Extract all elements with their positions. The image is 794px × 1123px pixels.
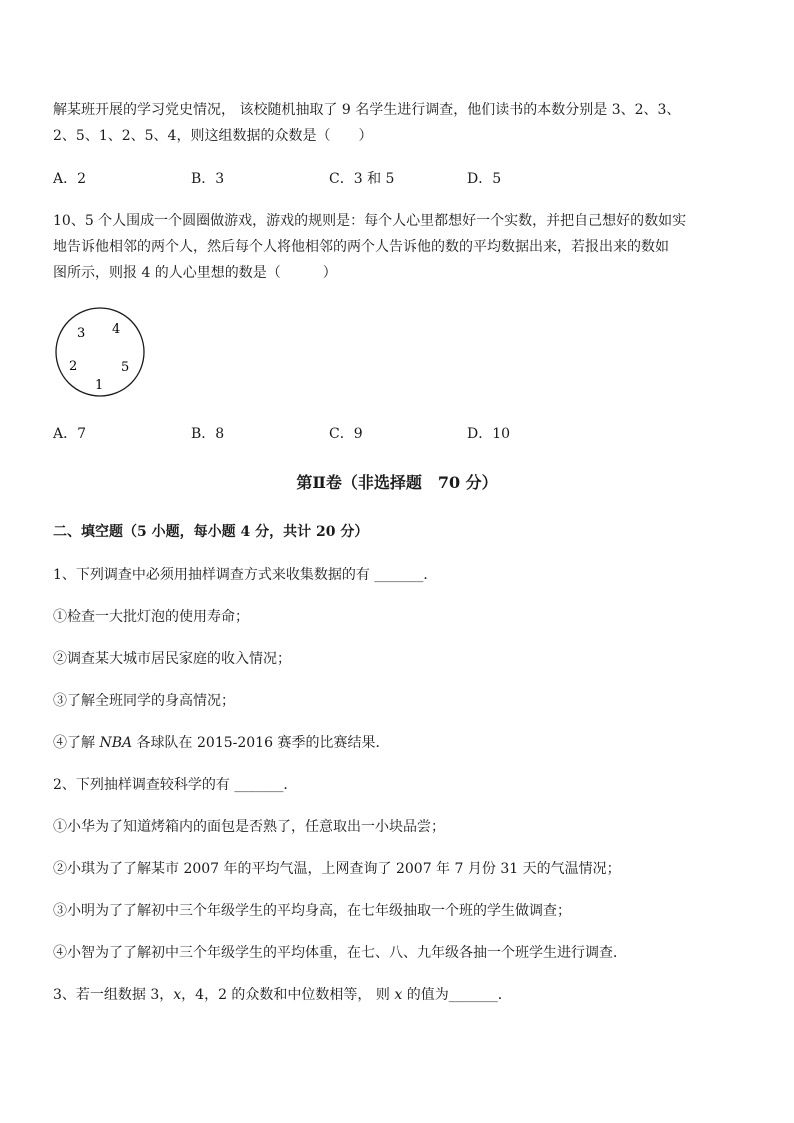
f1-item-4	[53, 733, 389, 753]
f2-stem: 2、下列抽样调查较科学的有 _______．	[53, 777, 298, 793]
q9-option-c[interactable]: C．3 和 5	[329, 171, 395, 187]
f3-post: 的值为_______．	[402, 987, 512, 1003]
q9-line-2: 2、5、1、2、5、4，则这组数据的众数是（ ）	[53, 128, 373, 144]
q10-line-2: 地告诉他相邻的两个人，然后每个人将他相邻的两个人告诉他的数的平均数据出来，若报出来的数如	[53, 239, 669, 255]
f1-item-4-abbr: NBA	[99, 735, 133, 751]
f1-stem: 1、下列调查中必须用抽样调查方式来收集数据的有 _______．	[53, 567, 438, 583]
f2-item-3: ③小明为了了解初中三个年级学生的平均身高，在七年级抽取一个班的学生做调查；	[53, 903, 571, 919]
q10-option-d[interactable]: D．10	[467, 426, 511, 442]
q9-line-1: 解某班开展的学习党史情况， 该校随机抽取了 9 名学生进行调查，他们读书的本数分别是 3、2、3、	[53, 102, 681, 118]
f3-var2: x	[394, 987, 403, 1003]
q9-option-d[interactable]: D．5	[467, 171, 502, 187]
f1-item-4-pre: ④了解	[53, 735, 100, 751]
q10-option-c[interactable]: C．9	[329, 426, 363, 442]
f2-item-4: ④小智为了了解初中三个年级学生的平均体重，在七、八、九年级各抽一个班学生进行调查．	[53, 945, 627, 961]
f1-item-2: ②调查某大城市居民家庭的收入情况；	[53, 651, 291, 667]
f3-pre: 3、若一组数据 3，	[53, 987, 174, 1003]
section-heading: 二、填空题（5 小题，每小题 4 分，共计 20 分）	[53, 524, 369, 540]
section-title: 第Ⅱ卷（非选择题 70 分）	[296, 473, 498, 492]
f3-var: x	[173, 987, 182, 1003]
q10-option-b[interactable]: B．8	[191, 426, 225, 442]
f3-mid: ，4，2 的众数和中位数相等， 则	[181, 987, 395, 1003]
f1-item-4-post: 各球队在 2015-2016 赛季的比赛结果．	[132, 735, 390, 751]
circle-number: 2	[69, 359, 78, 374]
circle-number: 3	[77, 326, 86, 341]
q10-option-a[interactable]: A．7	[53, 426, 87, 442]
circle-number: 1	[95, 378, 104, 393]
f2-item-2: ②小琪为了了解某市 2007 年的平均气温，上网查询了 2007 年 7 月份 31 天的气温情况；	[53, 861, 621, 877]
q9-option-b[interactable]: B．3	[191, 171, 225, 187]
f2-item-1: ①小华为了知道烤箱内的面包是否熟了，任意取出一小块品尝；	[53, 819, 445, 835]
q10-line-1: 10、5 个人围成一个圆圈做游戏，游戏的规则是：每个人心里都想好一个实数，并把自己想好的数如实	[53, 213, 687, 229]
q9-option-a[interactable]: A．2	[53, 171, 87, 187]
f1-item-3: ③了解全班同学的身高情况；	[53, 693, 235, 709]
f3-stem	[53, 985, 512, 1005]
circle-number: 4	[112, 322, 121, 337]
circle-figure	[50, 305, 150, 399]
q10-line-3: 图所示，则报 4 的人心里想的数是（ ）	[53, 265, 337, 281]
circle-number: 5	[121, 360, 130, 375]
f1-item-1: ①检查一大批灯泡的使用寿命；	[53, 609, 249, 625]
